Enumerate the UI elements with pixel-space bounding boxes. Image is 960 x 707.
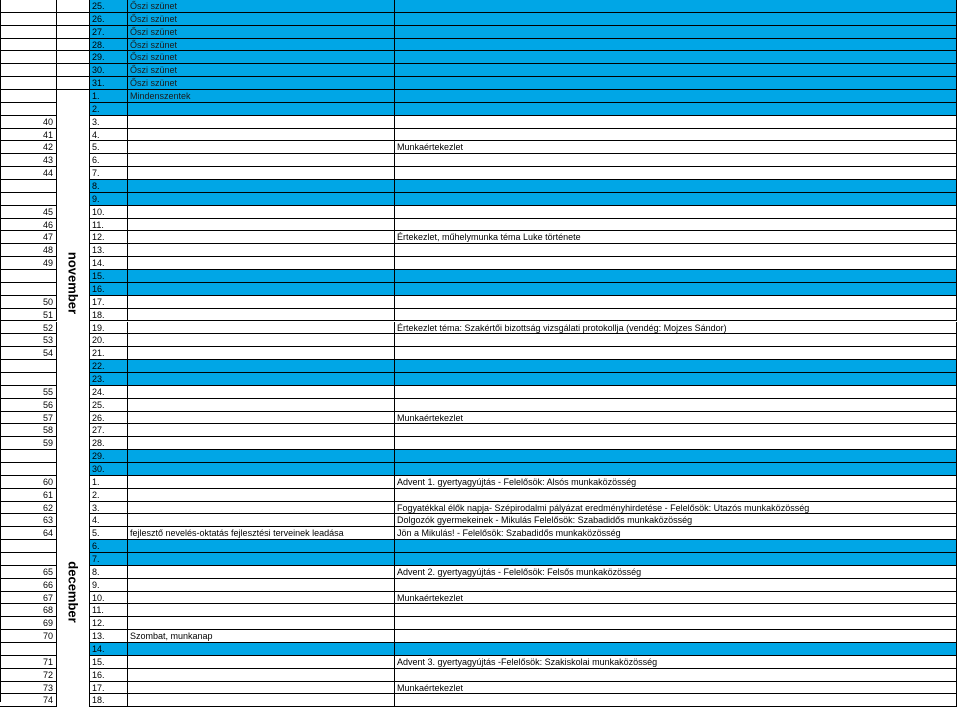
note-cell[interactable] (395, 206, 957, 219)
day-cell[interactable]: 5. (90, 141, 128, 154)
event-cell[interactable]: Őszi szünet (128, 77, 395, 90)
note-cell[interactable] (395, 77, 957, 90)
table-row (0, 566, 957, 579)
event-cell[interactable] (128, 129, 395, 142)
table-row (0, 257, 957, 270)
note-cell[interactable] (395, 167, 957, 180)
week-number-cell[interactable]: 51 (0, 309, 57, 322)
event-cell[interactable] (128, 154, 395, 167)
day-cell[interactable]: 26. (90, 412, 128, 425)
table-row (0, 347, 957, 360)
note-cell[interactable] (395, 360, 957, 373)
week-number-cell[interactable]: 54 (0, 347, 57, 360)
table-row (0, 129, 957, 142)
week-number-cell[interactable]: 61 (0, 489, 57, 502)
week-number-cell[interactable]: 40 (0, 116, 57, 129)
table-row (0, 399, 957, 412)
event-cell[interactable] (128, 412, 395, 425)
month-column-cell[interactable] (57, 77, 90, 90)
day-cell[interactable]: 18. (90, 309, 128, 322)
week-number-cell[interactable]: 60 (0, 476, 57, 489)
week-number-cell[interactable]: 58 (0, 424, 57, 437)
note-cell[interactable] (395, 154, 957, 167)
table-row (0, 154, 957, 167)
day-cell[interactable]: 12. (90, 617, 128, 630)
note-cell[interactable] (395, 579, 957, 592)
week-number-cell[interactable]: 50 (0, 296, 57, 309)
event-cell[interactable] (128, 424, 395, 437)
day-cell[interactable]: 13. (90, 244, 128, 257)
day-cell[interactable]: 3. (90, 502, 128, 515)
sheet-left-border (0, 0, 1, 702)
table-row (0, 450, 957, 463)
note-cell[interactable] (395, 694, 957, 707)
note-cell[interactable] (395, 180, 957, 193)
month-label-text: november (65, 251, 81, 314)
note-cell[interactable] (395, 257, 957, 270)
event-cell[interactable] (128, 489, 395, 502)
note-cell[interactable]: Jön a Mikulás! - Felelősök: Szabadidős munkaközösség (395, 527, 957, 540)
event-cell[interactable] (128, 244, 395, 257)
event-cell[interactable] (128, 617, 395, 630)
day-cell[interactable]: 1. (90, 476, 128, 489)
event-cell[interactable] (128, 669, 395, 682)
note-cell[interactable]: Fogyatékkal élők napja- Szépirodalmi pályázat eredményhirdetése - Felelősök: Utazós munkaközösség (395, 502, 957, 515)
table-row (0, 141, 957, 154)
month-column-cell[interactable] (57, 26, 90, 39)
note-cell[interactable]: Dolgozók gyermekeinek - Mikulás Felelősök: Szabadidős munkaközösség (395, 514, 957, 527)
month-column-cell[interactable] (57, 64, 90, 77)
day-cell[interactable]: 25. (90, 399, 128, 412)
table-row (0, 116, 957, 129)
note-cell[interactable] (395, 630, 957, 643)
week-number-cell[interactable]: 44 (0, 167, 57, 180)
day-cell[interactable]: 4. (90, 129, 128, 142)
note-cell[interactable] (395, 424, 957, 437)
event-cell[interactable]: Őszi szünet (128, 39, 395, 52)
note-cell[interactable] (395, 103, 957, 116)
week-number-cell[interactable]: 59 (0, 437, 57, 450)
table-row (0, 103, 957, 116)
week-number-cell[interactable] (0, 270, 57, 283)
week-number-cell[interactable]: 64 (0, 527, 57, 540)
week-number-cell[interactable]: 73 (0, 682, 57, 695)
week-number-cell[interactable] (0, 553, 57, 566)
table-row (0, 167, 957, 180)
month-column-cell[interactable] (57, 13, 90, 26)
event-cell[interactable] (128, 656, 395, 669)
table-row (0, 476, 957, 489)
event-cell[interactable] (128, 180, 395, 193)
day-cell[interactable]: 26. (90, 13, 128, 26)
week-number-cell[interactable]: 62 (0, 502, 57, 515)
week-number-cell[interactable] (0, 283, 57, 296)
note-cell[interactable] (395, 0, 957, 13)
note-cell[interactable] (395, 386, 957, 399)
day-cell[interactable]: 18. (90, 694, 128, 707)
table-row (0, 39, 957, 52)
event-cell[interactable] (128, 360, 395, 373)
day-cell[interactable]: 27. (90, 26, 128, 39)
table-row (0, 219, 957, 232)
day-cell[interactable]: 15. (90, 270, 128, 283)
event-cell[interactable] (128, 682, 395, 695)
event-cell[interactable] (128, 347, 395, 360)
month-column-cell[interactable] (57, 39, 90, 52)
week-number-cell[interactable]: 41 (0, 129, 57, 142)
note-cell[interactable] (395, 450, 957, 463)
event-cell[interactable] (128, 206, 395, 219)
event-cell[interactable] (128, 309, 395, 322)
table-row (0, 656, 957, 669)
day-cell[interactable]: 30. (90, 463, 128, 476)
note-cell[interactable] (395, 283, 957, 296)
event-cell[interactable] (128, 141, 395, 154)
month-column-cell[interactable] (57, 0, 90, 13)
week-number-cell[interactable] (0, 180, 57, 193)
week-number-cell[interactable]: 55 (0, 386, 57, 399)
note-cell[interactable] (395, 129, 957, 142)
table-row (0, 193, 957, 206)
table-row (0, 669, 957, 682)
week-number-cell[interactable] (0, 540, 57, 553)
day-cell[interactable]: 29. (90, 51, 128, 64)
note-cell[interactable] (395, 489, 957, 502)
table-row (0, 26, 957, 39)
table-row (0, 617, 957, 630)
week-number-cell[interactable]: 71 (0, 656, 57, 669)
day-cell[interactable]: 29. (90, 450, 128, 463)
event-cell[interactable]: Őszi szünet (128, 13, 395, 26)
note-cell[interactable] (395, 296, 957, 309)
table-row (0, 206, 957, 219)
week-number-cell[interactable] (0, 0, 57, 13)
event-cell[interactable]: fejlesztő nevelés-oktatás fejlesztési terveinek leadása (128, 527, 395, 540)
note-cell[interactable]: Munkaértekezlet (395, 592, 957, 605)
day-cell[interactable]: 17. (90, 682, 128, 695)
note-cell[interactable] (395, 604, 957, 617)
week-number-cell[interactable] (0, 193, 57, 206)
week-number-cell[interactable] (0, 64, 57, 77)
week-number-cell[interactable]: 70 (0, 630, 57, 643)
note-cell[interactable] (395, 116, 957, 129)
week-number-cell[interactable] (0, 13, 57, 26)
note-cell[interactable] (395, 51, 957, 64)
week-number-cell[interactable]: 47 (0, 231, 57, 244)
table-row (0, 283, 957, 296)
event-cell[interactable] (128, 566, 395, 579)
table-row (0, 527, 957, 540)
week-number-cell[interactable]: 66 (0, 579, 57, 592)
event-cell[interactable] (128, 643, 395, 656)
week-number-cell[interactable]: 45 (0, 206, 57, 219)
event-cell[interactable] (128, 450, 395, 463)
day-cell[interactable]: 4. (90, 514, 128, 527)
table-row (0, 231, 957, 244)
event-cell[interactable] (128, 270, 395, 283)
event-cell[interactable]: Mindenszentek (128, 90, 395, 103)
note-cell[interactable] (395, 373, 957, 386)
table-row (0, 322, 957, 335)
note-cell[interactable] (395, 64, 957, 77)
event-cell[interactable] (128, 322, 395, 335)
table-row (0, 502, 957, 515)
table-row (0, 553, 957, 566)
day-cell[interactable]: 1. (90, 90, 128, 103)
table-row (0, 540, 957, 553)
table-row (0, 51, 957, 64)
week-number-cell[interactable] (0, 463, 57, 476)
event-cell[interactable] (128, 694, 395, 707)
table-row (0, 694, 957, 707)
table-row (0, 437, 957, 450)
day-cell[interactable]: 15. (90, 656, 128, 669)
note-cell[interactable] (395, 13, 957, 26)
day-cell[interactable]: 27. (90, 424, 128, 437)
table-row (0, 360, 957, 373)
event-cell[interactable] (128, 373, 395, 386)
table-row (0, 13, 957, 26)
event-cell[interactable] (128, 231, 395, 244)
day-cell[interactable]: 8. (90, 566, 128, 579)
event-cell[interactable] (128, 540, 395, 553)
day-cell[interactable]: 7. (90, 167, 128, 180)
note-cell[interactable] (395, 309, 957, 322)
event-cell[interactable] (128, 283, 395, 296)
day-cell[interactable]: 11. (90, 604, 128, 617)
week-number-cell[interactable] (0, 643, 57, 656)
table-row (0, 244, 957, 257)
note-cell[interactable] (395, 617, 957, 630)
day-cell[interactable]: 10. (90, 592, 128, 605)
event-cell[interactable] (128, 604, 395, 617)
event-cell[interactable] (128, 257, 395, 270)
event-cell[interactable] (128, 116, 395, 129)
week-number-cell[interactable]: 56 (0, 399, 57, 412)
week-number-cell[interactable]: 74 (0, 694, 57, 707)
event-cell[interactable]: Őszi szünet (128, 0, 395, 13)
week-number-cell[interactable]: 72 (0, 669, 57, 682)
week-number-cell[interactable]: 42 (0, 141, 57, 154)
day-cell[interactable]: 28. (90, 39, 128, 52)
event-cell[interactable] (128, 399, 395, 412)
week-number-cell[interactable]: 65 (0, 566, 57, 579)
note-cell[interactable] (395, 669, 957, 682)
day-cell[interactable]: 8. (90, 180, 128, 193)
event-cell[interactable] (128, 167, 395, 180)
week-number-cell[interactable] (0, 450, 57, 463)
note-cell[interactable] (395, 553, 957, 566)
day-cell[interactable]: 2. (90, 103, 128, 116)
week-number-cell[interactable] (0, 373, 57, 386)
day-cell[interactable]: 6. (90, 540, 128, 553)
table-row (0, 0, 957, 13)
day-cell[interactable]: 19. (90, 322, 128, 335)
month-label-december (57, 476, 90, 707)
day-cell[interactable]: 31. (90, 77, 128, 90)
event-cell[interactable] (128, 463, 395, 476)
week-number-cell[interactable]: 46 (0, 219, 57, 232)
event-cell[interactable] (128, 476, 395, 489)
month-label-text: december (65, 560, 81, 623)
table-row (0, 682, 957, 695)
week-number-cell[interactable]: 57 (0, 412, 57, 425)
note-cell[interactable]: Advent 1. gyertyagyújtás - Felelősök: Alsós munkaközösség (395, 476, 957, 489)
week-number-cell[interactable] (0, 103, 57, 116)
week-number-cell[interactable]: 43 (0, 154, 57, 167)
note-cell[interactable] (395, 347, 957, 360)
week-number-cell[interactable] (0, 39, 57, 52)
week-number-cell[interactable] (0, 90, 57, 103)
month-column-cell[interactable] (57, 51, 90, 64)
table-row (0, 579, 957, 592)
note-cell[interactable]: Munkaértekezlet (395, 682, 957, 695)
note-cell[interactable] (395, 399, 957, 412)
week-number-cell[interactable] (0, 51, 57, 64)
table-row (0, 90, 957, 103)
day-cell[interactable]: 24. (90, 386, 128, 399)
week-number-cell[interactable] (0, 360, 57, 373)
table-row (0, 373, 957, 386)
day-cell[interactable]: 11. (90, 219, 128, 232)
event-cell[interactable] (128, 553, 395, 566)
day-cell[interactable]: 30. (90, 64, 128, 77)
week-number-cell[interactable]: 53 (0, 334, 57, 347)
table-row (0, 412, 957, 425)
day-cell[interactable]: 7. (90, 553, 128, 566)
note-cell[interactable]: Munkaértekezlet (395, 412, 957, 425)
day-cell[interactable]: 9. (90, 193, 128, 206)
day-cell[interactable]: 9. (90, 579, 128, 592)
event-cell[interactable]: Őszi szünet (128, 64, 395, 77)
note-cell[interactable]: Munkaértekezlet (395, 141, 957, 154)
day-cell[interactable]: 22. (90, 360, 128, 373)
table-row (0, 77, 957, 90)
event-cell[interactable]: Szombat, munkanap (128, 630, 395, 643)
week-number-cell[interactable]: 69 (0, 617, 57, 630)
note-cell[interactable] (395, 26, 957, 39)
note-cell[interactable] (395, 643, 957, 656)
note-cell[interactable] (395, 90, 957, 103)
week-number-cell[interactable]: 68 (0, 604, 57, 617)
day-cell[interactable]: 16. (90, 669, 128, 682)
table-row (0, 270, 957, 283)
event-cell[interactable] (128, 296, 395, 309)
table-row (0, 592, 957, 605)
day-cell[interactable]: 5. (90, 527, 128, 540)
table-row (0, 489, 957, 502)
table-row (0, 643, 957, 656)
note-cell[interactable] (395, 270, 957, 283)
week-number-cell[interactable]: 48 (0, 244, 57, 257)
day-cell[interactable]: 3. (90, 116, 128, 129)
day-cell[interactable]: 2. (90, 489, 128, 502)
note-cell[interactable] (395, 244, 957, 257)
week-number-cell[interactable]: 52 (0, 322, 57, 335)
event-cell[interactable]: Őszi szünet (128, 51, 395, 64)
table-row (0, 514, 957, 527)
month-label-november (57, 90, 90, 476)
day-cell[interactable]: 6. (90, 154, 128, 167)
table-row (0, 630, 957, 643)
event-cell[interactable] (128, 437, 395, 450)
table-row (0, 296, 957, 309)
event-cell[interactable] (128, 386, 395, 399)
note-cell[interactable] (395, 540, 957, 553)
table-row (0, 604, 957, 617)
day-cell[interactable]: 12. (90, 231, 128, 244)
day-cell[interactable]: 14. (90, 257, 128, 270)
day-cell[interactable]: 20. (90, 334, 128, 347)
note-cell[interactable] (395, 39, 957, 52)
week-number-cell[interactable]: 63 (0, 514, 57, 527)
note-cell[interactable]: Értekezlet téma: Szakértői bizottság vizsgálati protokollja (vendég: Mojzes Sándor) (395, 322, 957, 335)
note-cell[interactable] (395, 437, 957, 450)
event-cell[interactable] (128, 103, 395, 116)
week-number-cell[interactable] (0, 77, 57, 90)
day-cell[interactable]: 28. (90, 437, 128, 450)
table-row (0, 334, 957, 347)
day-cell[interactable]: 16. (90, 283, 128, 296)
table-row (0, 180, 957, 193)
event-cell[interactable] (128, 502, 395, 515)
event-cell[interactable] (128, 579, 395, 592)
event-cell[interactable] (128, 193, 395, 206)
week-number-cell[interactable]: 49 (0, 257, 57, 270)
table-row (0, 309, 957, 322)
note-cell[interactable] (395, 334, 957, 347)
event-cell[interactable] (128, 219, 395, 232)
day-cell[interactable]: 25. (90, 0, 128, 13)
note-cell[interactable] (395, 463, 957, 476)
table-row (0, 463, 957, 476)
week-number-cell[interactable]: 67 (0, 592, 57, 605)
day-cell[interactable]: 14. (90, 643, 128, 656)
note-cell[interactable]: Advent 3. gyertyagyújtás -Felelősök: Szakiskolai munkaközösség (395, 656, 957, 669)
table-row (0, 386, 957, 399)
event-cell[interactable] (128, 334, 395, 347)
day-cell[interactable]: 13. (90, 630, 128, 643)
day-cell[interactable]: 21. (90, 347, 128, 360)
day-cell[interactable]: 23. (90, 373, 128, 386)
week-number-cell[interactable] (0, 26, 57, 39)
day-cell[interactable]: 10. (90, 206, 128, 219)
table-row (0, 64, 957, 77)
note-cell[interactable] (395, 219, 957, 232)
note-cell[interactable]: Értekezlet, műhelymunka téma Luke története (395, 231, 957, 244)
note-cell[interactable] (395, 193, 957, 206)
event-cell[interactable] (128, 514, 395, 527)
event-cell[interactable] (128, 592, 395, 605)
day-cell[interactable]: 17. (90, 296, 128, 309)
table-row (0, 424, 957, 437)
note-cell[interactable]: Advent 2. gyertyagyújtás - Felelősök: Felsős munkaközösség (395, 566, 957, 579)
event-cell[interactable]: Őszi szünet (128, 26, 395, 39)
